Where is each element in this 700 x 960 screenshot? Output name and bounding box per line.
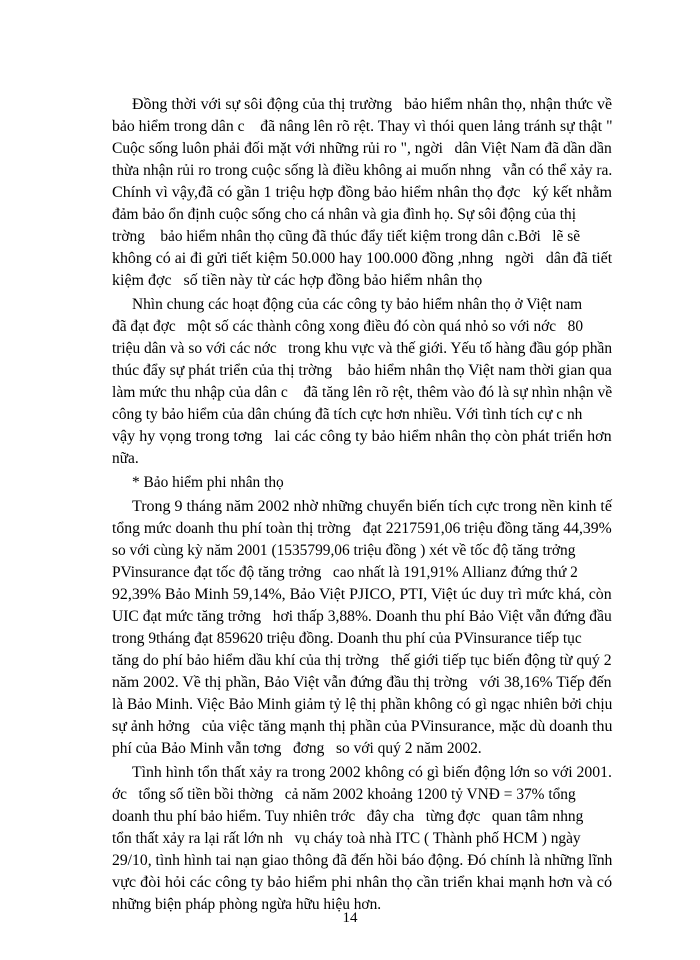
text-line: 92,39% Bảo Minh 59,14%, Bảo Việt PJICO, PTI, Việt úc duy trì mức khá, còn: [112, 586, 612, 603]
text-line: PVinsurance đạt tốc độ tăng trởng cao nhất là 191,91% Allianz đứng thứ 2: [112, 564, 578, 581]
text-line: sự ảnh hởng của việc tăng mạnh thị phần của PVinsurance, mặc dù doanh thu: [112, 718, 613, 735]
text-line: đã đạt đợc một số các thành công xong điều đó còn quá nhỏ so với nớc 80: [112, 318, 584, 335]
text-line: trong 9tháng đạt 859620 triệu đồng. Doanh thu phí của PVinsurance tiếp tục: [112, 630, 582, 647]
text-line: Cuộc sống luôn phải đối mặt với những rủi ro ", ngời dân Việt Nam đã dần dần: [112, 140, 612, 157]
text-line: ớc tổng số tiền bồi thờng cả năm 2002 khoảng 1200 tỷ VNĐ = 37% tổng: [112, 786, 576, 803]
text-line: phí của Bảo Minh vẫn tơng đơng so với quý 2 năm 2002.: [112, 740, 482, 757]
text-line: thúc đẩy sự phát triển của thị trờng bảo hiểm nhân thọ Việt nam thời gian qua: [112, 362, 612, 379]
text-line: tổn thất xảy ra lại rất lớn nh vụ cháy toà nhà ITC ( Thành phố HCM ) ngày: [112, 830, 581, 847]
text-line: những biện pháp phòng ngừa hữu hiệu hơn.: [112, 896, 382, 913]
text-line: làm mức thu nhập của dân c đã tăng lên rõ rệt, thêm vào đó là sự nhìn nhận về: [112, 384, 613, 401]
text-line: kiệm đợc số tiền này từ các hợp đồng bảo hiểm nhân thọ: [112, 272, 483, 289]
text-line: nữa.: [112, 450, 139, 467]
page-number: 14: [342, 910, 358, 926]
text-line: Chính vì vậy,đã có gần 1 triệu hợp đồng bảo hiểm nhân thọ đợc ký kết nhằm: [112, 184, 613, 201]
text-line: tăng do phí bảo hiểm dầu khí của thị trờng thế giới tiếp tục biến động từ quý 2: [112, 652, 612, 669]
text-line: doanh thu phí bảo hiểm. Tuy nhiên trớc đây cha từng đợc quan tâm nhng: [112, 808, 584, 825]
text-line: so với cùng kỳ năm 2001 (1535799,06 triệu đồng ) xét về tốc độ tăng trởng: [112, 542, 576, 559]
text-line: vực đòi hỏi các công ty bảo hiểm phi nhân thọ cần triển khai mạnh hơn và có: [112, 874, 613, 891]
text-line: không có ai đi gửi tiết kiệm 50.000 hay 100.000 đồng ,nhng ngời dân đã tiết: [112, 250, 613, 267]
text-line: UIC đạt mức tăng trởng hơi thấp 3,88%. Doanh thu phí Bảo Việt vẫn đứng đầu: [112, 608, 612, 625]
section-heading: * Bảo hiểm phi nhân thọ: [132, 474, 284, 491]
text-line: là Bảo Minh. Việc Bảo Minh giảm tỷ lệ thị phần không có gì ngạc nhiên bởi chịu: [112, 696, 613, 713]
text-line: thừa nhận rủi ro trong cuộc sống là điều không ai muốn nhng vẫn có thể xảy ra.: [112, 162, 613, 179]
text-line: tổng mức doanh thu phí toàn thị trờng đạt 2217591,06 triệu đồng tăng 44,39%: [112, 520, 612, 537]
text-line: công ty bảo hiểm của dân chúng đã tích cực hơn nhiều. Với tình tích cự c nh: [112, 406, 583, 423]
text-line: 29/10, tình hình tai nạn giao thông đã đến hồi báo động. Đó chính là những lĩnh: [112, 852, 613, 869]
text-line: Đồng thời với sự sôi động của thị trường bảo hiểm nhân thọ, nhận thức về: [132, 96, 613, 113]
text-line: triệu dân và so với các nớc trong khu vực và thế giới. Yếu tố hàng đầu góp phần: [112, 340, 613, 357]
text-line: trờng bảo hiểm nhân thọ cũng đã thúc đẩy tiết kiệm trong dân c.Bởi lẽ sẽ: [112, 228, 581, 245]
text-line: năm 2002. Về thị phần, Bảo Việt vẫn đứng đầu thị trờng với 38,16% Tiếp đến: [112, 674, 612, 691]
text-line: Nhìn chung các hoạt động của các công ty bảo hiểm nhân thọ ở Việt nam: [132, 296, 583, 313]
text-line: đảm bảo ổn định cuộc sống cho cá nhân và gia đình họ. Sự sôi động của thị: [112, 206, 576, 223]
text-line: bảo hiểm trong dân c đã nâng lên rõ rệt. Thay vì thói quen lảng tránh sự thật ": [112, 118, 613, 135]
text-line: vậy hy vọng trong tơng lai các công ty bảo hiểm nhân thọ còn phát triển hơn: [112, 428, 612, 445]
text-line: Tình hình tổn thất xảy ra trong 2002 không có gì biến động lớn so với 2001.: [132, 764, 613, 781]
text-line: Trong 9 tháng năm 2002 nhờ những chuyển biến tích cực trong nền kinh tế: [132, 498, 612, 515]
